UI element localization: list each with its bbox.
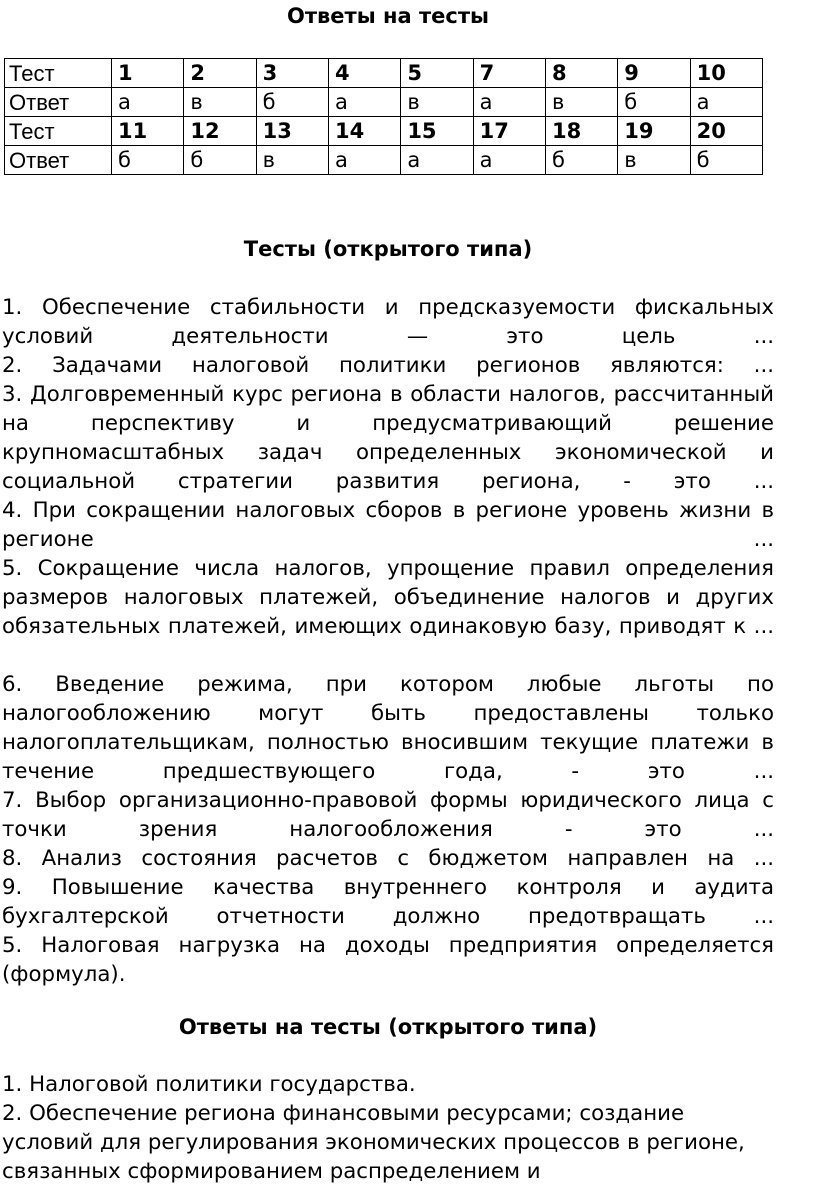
open-test-item: 3. Долговременный курс региона в области налогов, рассчитанный на перспективу и предусматривающий решение крупномасштабных задач определенных экономической и социальной стратегии развития региона, - это ... — [2, 382, 774, 494]
open-test-item: 4. При сокращении налоговых сборов в регионе уровень жизни в регионе ... — [2, 498, 774, 552]
table-cell: в — [545, 88, 617, 117]
table-cell: 12 — [184, 117, 256, 146]
table-cell: а — [328, 88, 400, 117]
table-cell: 8 — [545, 59, 617, 88]
open-answers-title: Ответы на тесты (открытого типа) — [178, 1015, 598, 1039]
open-test-item: 7. Выбор организационно-правовой формы юридического лица с точки зрения налогообложения - это ... — [2, 788, 774, 842]
row-label: Тест — [5, 59, 112, 88]
open-test-item: 5. Сокращение числа налогов, упрощение правил определения размеров налоговых платежей, объединение налогов и других обязательных платежей, имеющих одинаковую базу, приводят к ... — [2, 556, 774, 639]
row-label: Тест — [5, 117, 112, 146]
table-cell: в — [184, 88, 256, 117]
open-test-item: 9. Повышение качества внутреннего контроля и аудита бухгалтерской отчетности должно предотвращать ... — [2, 875, 774, 929]
table-cell: 5 — [401, 59, 473, 88]
table-row — [5, 117, 763, 146]
table-cell: б — [690, 146, 762, 175]
row-label: Ответ — [5, 88, 112, 117]
open-test-item: 6. Введение режима, при котором любые льготы по налогообложению могут быть предоставлены только налогоплательщикам, полностью вносившим текущие платежи в течение предшествующего года, - это ... — [2, 672, 774, 784]
table-cell: 13 — [256, 117, 328, 146]
table-cell: б — [256, 88, 328, 117]
table-cell: 7 — [473, 59, 545, 88]
table-cell: а — [401, 146, 473, 175]
table-cell: б — [184, 146, 256, 175]
table-cell: а — [690, 88, 762, 117]
table-cell: б — [545, 146, 617, 175]
table-cell: 1 — [112, 59, 184, 88]
open-tests-title: Тесты (открытого типа) — [243, 237, 533, 261]
open-answer-item: 1. Налоговой политики государства. — [2, 1072, 416, 1097]
table-cell: 4 — [328, 59, 400, 88]
open-answer-item: 2. Обеспечение региона финансовыми ресурсами; создание условий для регулирования экономических процессов в регионе, связанных сформированием распределением и — [2, 1101, 745, 1184]
open-test-item: 1. Обеспечение стабильности и предсказуемости фискальных условий деятельности — это цель ... — [2, 295, 774, 349]
table-cell: а — [112, 88, 184, 117]
open-test-item: 5. Налоговая нагрузка на доходы предприятия определяется (формула). — [2, 933, 774, 987]
table-row — [5, 146, 763, 175]
table-cell: 3 — [256, 59, 328, 88]
table-cell: 10 — [690, 59, 762, 88]
row-label: Ответ — [5, 146, 112, 175]
table-cell: 20 — [690, 117, 762, 146]
table-cell: а — [328, 146, 400, 175]
table-cell: 19 — [618, 117, 690, 146]
table-cell: б — [112, 146, 184, 175]
table-cell: 9 — [618, 59, 690, 88]
table-cell: 2 — [184, 59, 256, 88]
open-test-item: 2. Задачами налоговой политики регионов являются: ... — [2, 353, 774, 378]
answers-title: Ответы на тесты — [286, 4, 490, 28]
answers-table — [4, 58, 763, 175]
table-cell: 15 — [401, 117, 473, 146]
table-cell: 18 — [545, 117, 617, 146]
table-cell: а — [473, 146, 545, 175]
table-cell: б — [618, 88, 690, 117]
table-row — [5, 88, 763, 117]
table-cell: 17 — [473, 117, 545, 146]
table-cell: а — [473, 88, 545, 117]
table-cell: в — [618, 146, 690, 175]
table-row — [5, 59, 763, 88]
table-cell: в — [256, 146, 328, 175]
table-cell: 11 — [112, 117, 184, 146]
table-cell: 14 — [328, 117, 400, 146]
table-cell: в — [401, 88, 473, 117]
open-test-item: 8. Анализ состояния расчетов с бюджетом направлен на ... — [2, 846, 774, 871]
